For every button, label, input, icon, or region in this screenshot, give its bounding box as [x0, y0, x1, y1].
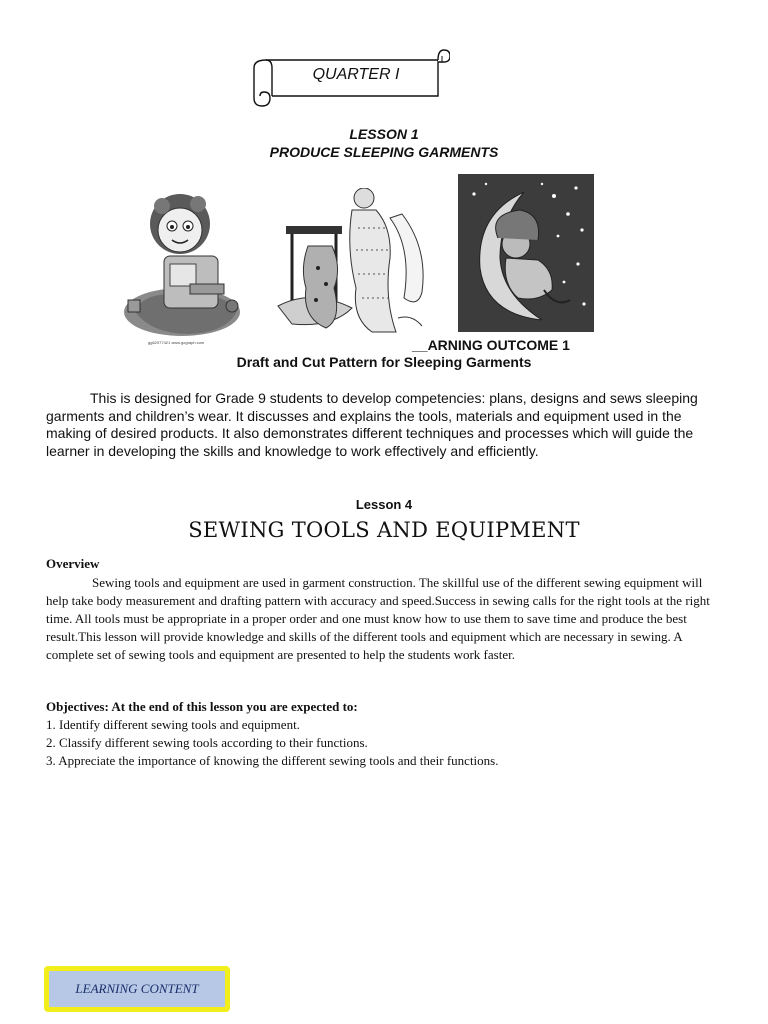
objective-item: 2. Classify different sewing tools according to their functions.	[46, 735, 368, 750]
image-caption: gg62077421 www.gograph.com	[148, 340, 205, 345]
objectives-heading: Objectives: At the end of this lesson you are expected to:	[46, 699, 358, 714]
intro-paragraph: This is designed for Grade 9 students to develop competencies: plans, designs and sews sleeping garments and children’s wear. It discusses and explains the tools, materials and equipment used in the making of desired products. It also demonstrates different techniques and processes which will guide the learner in developing the skills and knowledge to work effectively and efficiently.	[46, 390, 698, 459]
overview-paragraph: Sewing tools and equipment are used in garment construction. The skillful use of the different sewing equipment will help take body measurement and drafting pattern with accuracy and speed.Success in sewing calls for the right tools at the right time. All tools must be appropriate in a proper order and one must know how to use them to save time and produce the best result.This lesson will provide knowledge and skills of the different tools and equipment which are necessary in sewing. A complete set of sewing tools and equipment are presented to help the students work faster.	[46, 575, 710, 662]
objective-item: 1. Identify different sewing tools and equipment.	[46, 717, 300, 732]
lesson-title: PRODUCE SLEEPING GARMENTS	[269, 144, 499, 160]
learning-outcome-label: __ARNING OUTCOME 1	[412, 337, 570, 353]
objective-item: 3. Appreciate the importance of knowing the different sewing tools and their functions.	[46, 753, 499, 768]
dress-form-illustration	[272, 188, 444, 338]
lesson-number: LESSON 1	[349, 126, 419, 142]
overview-heading: Overview	[46, 556, 100, 571]
main-title: SEWING TOOLS AND EQUIPMENT	[188, 518, 580, 542]
learning-content-label: LEARNING CONTENT	[75, 981, 199, 996]
moon-teddy-illustration	[458, 174, 594, 332]
learning-outcome-title: Draft and Cut Pattern for Sleeping Garments	[236, 354, 532, 370]
lesson-4-label: Lesson 4	[355, 497, 413, 512]
quarter-label: QUARTER I	[312, 66, 400, 83]
girl-sewing-illustration	[120, 182, 250, 350]
